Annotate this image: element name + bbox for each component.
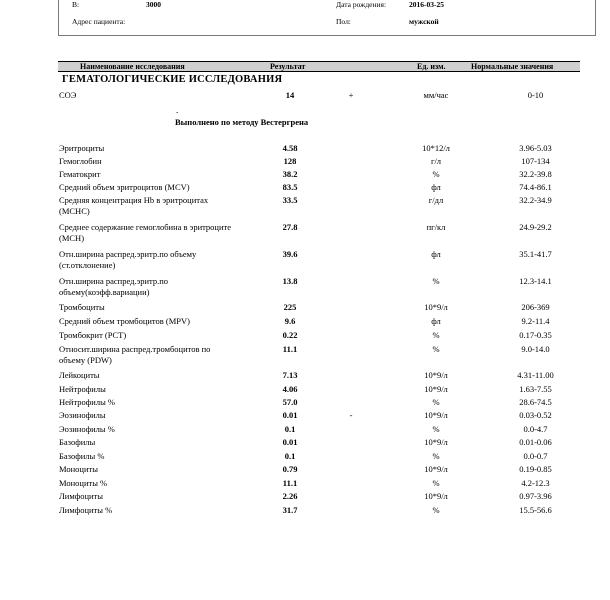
row-name: Базофилы <box>59 437 96 447</box>
row-norm: 32.2-39.8 <box>519 169 552 179</box>
row-norm: 206-369 <box>521 302 550 312</box>
row-unit: 10*9/л <box>424 464 448 474</box>
row-name: Базофилы % <box>59 451 105 461</box>
row-norm: 12.3-14.1 <box>519 276 552 286</box>
row-result: 38.2 <box>282 169 298 179</box>
row-name: Лимфоциты <box>59 491 103 501</box>
row-norm: 0-10 <box>527 90 544 100</box>
row-norm: 0.17-0.35 <box>519 330 552 340</box>
row-unit: 10*9/л <box>424 491 448 501</box>
dob-value: 2016-03-25 <box>409 0 444 9</box>
section-title: ГЕМАТОЛОГИЧЕСКИЕ ИССЛЕДОВАНИЯ <box>62 74 283 85</box>
row-norm: 28.6-74.5 <box>519 397 552 407</box>
sex-label: Пол: <box>336 17 351 26</box>
row-norm: 32.2-34.9 <box>519 195 552 205</box>
row-name: Эозинофилы <box>59 410 106 420</box>
row-name: Тромбоциты <box>59 302 105 312</box>
row-norm: 15.5-56.6 <box>519 505 552 515</box>
row-unit: % <box>432 344 440 354</box>
row-norm: 107-134 <box>521 156 550 166</box>
row-norm: 9.2-11.4 <box>521 316 550 326</box>
row-name: Лимфоциты % <box>59 505 113 515</box>
row-norm: 4.2-12.3 <box>521 478 550 488</box>
header-result: Результат <box>270 62 306 71</box>
row-name: Среднее содержание гемоглобина в эритроците (MCH) <box>59 222 232 243</box>
row-result: 0.1 <box>284 424 296 434</box>
esr-dot: . <box>176 105 179 115</box>
row-unit: 10*9/л <box>424 410 448 420</box>
row-unit: % <box>432 276 440 286</box>
row-result: 27.8 <box>282 222 298 232</box>
esr-method-note: Выполнено по методу Вестергрена <box>175 117 309 127</box>
header-norm: Нормальные значения <box>471 62 554 71</box>
row-norm: 0.97-3.96 <box>519 491 552 501</box>
row-name: Отн.ширина распред.эритр.по объему (ст.отклонение) <box>59 249 197 270</box>
row-unit: % <box>432 478 440 488</box>
row-name: Моноциты <box>59 464 98 474</box>
row-unit: фл <box>431 316 441 326</box>
row-unit: % <box>432 451 440 461</box>
field1-value: 3000 <box>146 0 161 9</box>
row-unit: 10*9/л <box>424 384 448 394</box>
row-result: 4.06 <box>282 384 298 394</box>
row-unit: % <box>432 330 440 340</box>
row-result: 0.01 <box>282 410 298 420</box>
row-name: Средняя концентрация Hb в эритроцитах (MCHC) <box>59 195 209 216</box>
row-result: 33.5 <box>282 195 298 205</box>
row-unit: % <box>432 424 440 434</box>
row-name: Отн.ширина распред.эритр.по объему(коэфф.вариации) <box>59 276 169 297</box>
row-norm: 35.1-41.7 <box>519 249 552 259</box>
row-norm: 0.01-0.06 <box>519 437 552 447</box>
row-name: Средний объем эритроцитов (MCV) <box>59 182 190 192</box>
row-name: Гемоглобин <box>59 156 102 166</box>
row-result: 11.1 <box>282 344 298 354</box>
row-unit: мм/час <box>423 90 449 100</box>
row-name: Моноциты % <box>59 478 108 488</box>
address-label: Адрес пациента: <box>72 17 126 26</box>
row-unit: 10*9/л <box>424 437 448 447</box>
row-norm: 0.03-0.52 <box>519 410 552 420</box>
row-name: Лейкоциты <box>59 370 100 380</box>
row-norm: 74.4-86.1 <box>519 182 552 192</box>
row-unit: г/дл <box>428 195 444 205</box>
row-result: 0.79 <box>282 464 298 474</box>
field1-label: В: <box>72 0 80 9</box>
row-result: 11.1 <box>282 478 298 488</box>
row-norm: 4.31-11.00 <box>517 370 554 380</box>
row-result: 31.7 <box>282 505 298 515</box>
row-name: Относит.ширина распред.тромбоцитов по объему (PDW) <box>59 344 211 365</box>
row-norm: 3.96-5.03 <box>519 143 552 153</box>
row-result: 57.0 <box>282 397 298 407</box>
row-norm: 0.19-0.85 <box>519 464 552 474</box>
row-result: 39.6 <box>282 249 298 259</box>
row-unit: фл <box>431 182 441 192</box>
row-norm: 0.0-0.7 <box>523 451 548 461</box>
row-result: 2.26 <box>282 491 298 501</box>
row-result: 0.22 <box>282 330 298 340</box>
row-result: 4.58 <box>282 143 298 153</box>
row-unit: % <box>432 505 440 515</box>
row-norm: 1.63-7.55 <box>519 384 552 394</box>
row-unit: % <box>432 169 440 179</box>
row-result: 13.8 <box>282 276 298 286</box>
patient-info-box <box>58 0 596 36</box>
row-name: СОЭ <box>59 90 77 100</box>
row-name: Эритроциты <box>59 143 105 153</box>
row-unit: г/л <box>430 156 442 166</box>
row-name: Нейтрофилы <box>59 384 106 394</box>
row-unit: % <box>432 397 440 407</box>
row-unit: 10*12/л <box>422 143 450 153</box>
row-name: Тромбокрит (PCT) <box>59 330 127 340</box>
row-unit: пг/кл <box>426 222 446 232</box>
row-result: 9.6 <box>284 316 296 326</box>
row-norm: 9.0-14.0 <box>521 344 550 354</box>
row-name: Средний объем тромбоцитов (MPV) <box>59 316 190 326</box>
row-name: Нейтрофилы % <box>59 397 115 407</box>
header-unit: Ед. изм. <box>417 62 446 71</box>
row-norm: 24.9-29.2 <box>519 222 552 232</box>
row-flag: - <box>349 410 353 420</box>
row-flag: + <box>348 90 354 100</box>
row-unit: фл <box>431 249 441 259</box>
row-name: Эозинофилы % <box>59 424 115 434</box>
row-result: 83.5 <box>282 182 298 192</box>
row-result: 225 <box>283 302 297 312</box>
sex-value: мужской <box>409 17 439 26</box>
row-result: 14 <box>285 90 295 100</box>
dob-label: Дата рождения: <box>336 0 387 9</box>
row-result: 128 <box>283 156 297 166</box>
row-unit: 10*9/л <box>424 370 448 380</box>
table-header <box>58 61 580 72</box>
row-result: 0.1 <box>284 451 296 461</box>
row-result: 7.13 <box>282 370 298 380</box>
row-norm: 0.0-4.7 <box>523 424 548 434</box>
header-name: Наименование исследования <box>80 62 185 71</box>
row-result: 0.01 <box>282 437 298 447</box>
row-name: Гематокрит <box>59 169 101 179</box>
row-unit: 10*9/л <box>424 302 448 312</box>
